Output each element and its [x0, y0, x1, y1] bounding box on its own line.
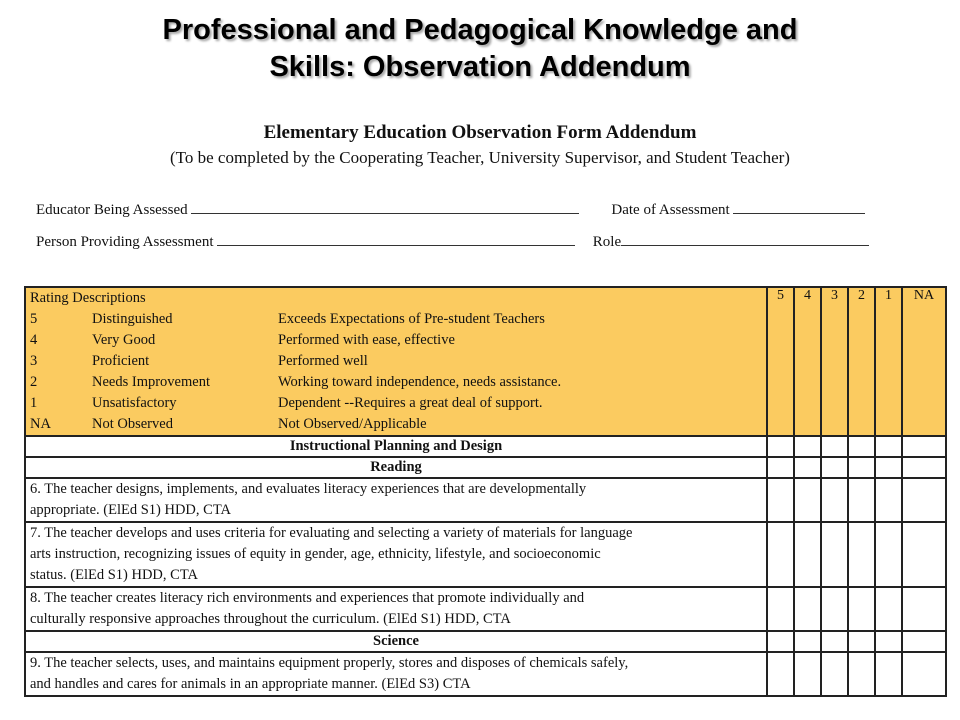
rating-box[interactable]	[848, 457, 875, 478]
form-subtitle: (To be completed by the Cooperating Teacher, University Supervisor, and Student Teacher)	[170, 148, 790, 167]
rating-column-5: 5	[767, 287, 794, 436]
item-8-line: 8. The teacher creates literacy rich environments and experiences that promote individually and	[30, 590, 585, 606]
item-8-line: culturally responsive approaches throughout the curriculum. (ElEd S1) HDD, CTA	[30, 611, 511, 627]
rating-name: Very Good	[92, 332, 156, 348]
rating-code: 1	[30, 395, 38, 411]
item-7-line: status. (ElEd S1) HDD, CTA	[30, 567, 198, 583]
item-row-9	[25, 652, 946, 696]
slide-title	[0, 12, 960, 86]
rating-row	[30, 393, 762, 414]
date-label: Date of Assessment	[611, 202, 730, 218]
item-7-line: arts instruction, recognizing issues of equity in gender, age, ethnicity, lifestyle, and socioeconomic	[30, 546, 601, 562]
section-science: Science	[25, 631, 767, 652]
rating-box[interactable]	[821, 522, 848, 587]
rating-desc: Performed well	[278, 353, 368, 369]
item-7-line: 7. The teacher develops and uses criteria for evaluating and selecting a variety of materials for language	[30, 525, 633, 541]
educator-field-row	[36, 199, 865, 219]
role-blank[interactable]	[621, 231, 869, 246]
rating-row	[30, 330, 762, 351]
rating-code: 4	[30, 332, 38, 348]
rating-box[interactable]	[848, 631, 875, 652]
item-row-6	[25, 478, 946, 522]
item-6-line: appropriate. (ElEd S1) HDD, CTA	[30, 502, 231, 518]
rating-box[interactable]	[767, 587, 794, 631]
section-row	[25, 631, 946, 652]
date-blank[interactable]	[733, 199, 865, 214]
rating-box[interactable]	[821, 457, 848, 478]
rating-desc: Dependent --Requires a great deal of support.	[278, 395, 543, 411]
rating-name: Needs Improvement	[92, 374, 210, 390]
rating-box[interactable]	[875, 436, 902, 457]
rating-column-3: 3	[821, 287, 848, 436]
form-title: Elementary Education Observation Form Addendum	[263, 122, 697, 143]
rating-code: NA	[30, 416, 51, 432]
item-8-text	[25, 587, 767, 631]
rating-name: Distinguished	[92, 311, 173, 327]
rating-box[interactable]	[875, 631, 902, 652]
spellcheck-squiggle	[579, 200, 611, 214]
rating-box[interactable]	[767, 652, 794, 696]
rating-desc: Performed with ease, effective	[278, 332, 455, 348]
rating-box[interactable]	[848, 478, 875, 522]
rating-box[interactable]	[794, 478, 821, 522]
person-label: Person Providing Assessment	[36, 234, 214, 250]
rating-box[interactable]	[794, 457, 821, 478]
rating-descriptions-row	[25, 287, 946, 436]
rating-name: Not Observed	[92, 416, 173, 432]
rating-desc: Exceeds Expectations of Pre-student Teachers	[278, 311, 545, 327]
rating-box[interactable]	[902, 522, 946, 587]
rating-box[interactable]	[902, 436, 946, 457]
rating-code: 2	[30, 374, 38, 390]
rating-box[interactable]	[848, 436, 875, 457]
role-label: Role	[592, 234, 622, 250]
rating-box[interactable]	[902, 457, 946, 478]
rating-box[interactable]	[875, 652, 902, 696]
rating-box[interactable]	[902, 652, 946, 696]
rating-box[interactable]	[794, 522, 821, 587]
person-blank[interactable]	[217, 231, 575, 246]
rating-row	[30, 372, 762, 393]
rating-box[interactable]	[821, 478, 848, 522]
rating-box[interactable]	[848, 587, 875, 631]
rating-box[interactable]	[821, 436, 848, 457]
rating-box[interactable]	[848, 522, 875, 587]
item-row-7	[25, 522, 946, 587]
rating-box[interactable]	[875, 478, 902, 522]
educator-label: Educator Being Assessed	[36, 202, 188, 218]
rating-name: Proficient	[92, 353, 150, 369]
rating-box[interactable]	[794, 631, 821, 652]
educator-blank[interactable]	[191, 199, 579, 214]
rating-column-4: 4	[794, 287, 821, 436]
rating-box[interactable]	[821, 587, 848, 631]
slide-title-line2: Skills: Observation Addendum	[269, 51, 691, 83]
section-reading: Reading	[25, 457, 767, 478]
item-6-text	[25, 478, 767, 522]
section-row	[25, 436, 946, 457]
rating-box[interactable]	[767, 522, 794, 587]
rating-title: Rating Descriptions	[30, 290, 146, 306]
rating-box[interactable]	[794, 436, 821, 457]
item-6-line: 6. The teacher designs, implements, and evaluates literacy experiences that are developmentally	[30, 481, 587, 497]
item-7-text	[25, 522, 767, 587]
section-row	[25, 457, 946, 478]
rating-code: 3	[30, 353, 38, 369]
item-row-8	[25, 587, 946, 631]
section-planning: Instructional Planning and Design	[25, 436, 767, 457]
rating-column-na: NA	[902, 287, 946, 436]
rating-row	[30, 351, 762, 372]
slide-title-line1: Professional and Pedagogical Knowledge and	[162, 14, 798, 46]
rating-box[interactable]	[902, 478, 946, 522]
rating-box[interactable]	[821, 652, 848, 696]
rating-box[interactable]	[767, 457, 794, 478]
person-field-row	[36, 231, 869, 251]
rating-box[interactable]	[875, 457, 902, 478]
rating-box[interactable]	[767, 436, 794, 457]
rating-column-2: 2	[848, 287, 875, 436]
item-9-line: 9. The teacher selects, uses, and maintains equipment properly, stores and disposes of chemicals safely,	[30, 655, 629, 671]
rating-box[interactable]	[902, 587, 946, 631]
rating-row	[30, 414, 762, 435]
rating-code: 5	[30, 311, 38, 327]
observation-table	[24, 286, 947, 697]
rating-desc: Not Observed/Applicable	[278, 416, 427, 432]
rating-box[interactable]	[875, 587, 902, 631]
rating-box[interactable]	[902, 631, 946, 652]
rating-descriptions	[25, 287, 767, 436]
rating-box[interactable]	[848, 652, 875, 696]
rating-box[interactable]	[767, 478, 794, 522]
rating-name: Unsatisfactory	[92, 395, 177, 411]
rating-box[interactable]	[821, 631, 848, 652]
rating-box[interactable]	[875, 522, 902, 587]
item-9-text	[25, 652, 767, 696]
rating-column-1: 1	[875, 287, 902, 436]
rating-box[interactable]	[794, 587, 821, 631]
rating-box[interactable]	[794, 652, 821, 696]
rating-desc: Working toward independence, needs assistance.	[278, 374, 562, 390]
item-9-line: and handles and cares for animals in an appropriate manner. (ElEd S3) CTA	[30, 676, 471, 692]
rating-box[interactable]	[767, 631, 794, 652]
rating-row	[30, 309, 762, 330]
